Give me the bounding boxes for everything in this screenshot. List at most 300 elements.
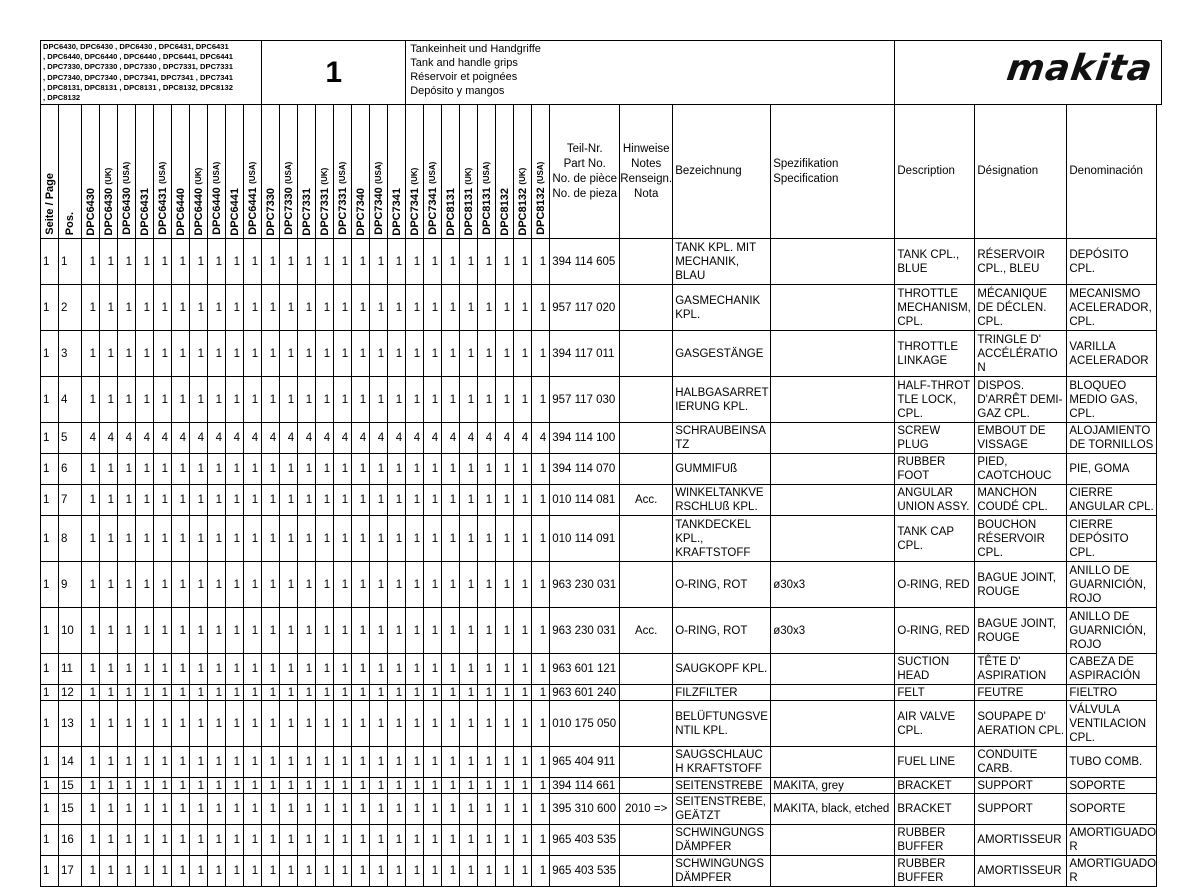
cell-qty: 1 bbox=[118, 856, 136, 887]
cell-qty: 1 bbox=[262, 778, 280, 794]
cell-qty: 1 bbox=[442, 747, 460, 778]
cell-qty: 1 bbox=[334, 331, 352, 377]
cell-qty: 4 bbox=[460, 423, 478, 454]
model-name: DPC7331 bbox=[300, 187, 313, 236]
cell-qty: 1 bbox=[136, 608, 154, 654]
cell-qty: 1 bbox=[172, 608, 190, 654]
cell-spezifikation bbox=[771, 516, 895, 562]
column-model-label bbox=[300, 188, 314, 236]
cell-qty: 1 bbox=[316, 794, 334, 825]
cell-qty: 1 bbox=[280, 454, 298, 485]
cell-qty: 1 bbox=[208, 377, 226, 423]
cell-qty: 1 bbox=[82, 608, 100, 654]
cell-qty: 1 bbox=[298, 685, 316, 701]
column-pos-label bbox=[63, 212, 77, 235]
cell-qty: 1 bbox=[136, 701, 154, 747]
cell-qty: 1 bbox=[280, 562, 298, 608]
cell-qty: 1 bbox=[82, 285, 100, 331]
cell-qty: 1 bbox=[244, 454, 262, 485]
cell-qty: 1 bbox=[370, 239, 388, 285]
cell-spezifikation bbox=[771, 331, 895, 377]
cell-qty: 1 bbox=[460, 747, 478, 778]
cell-qty: 1 bbox=[82, 685, 100, 701]
cell-qty: 1 bbox=[262, 794, 280, 825]
cell-qty: 1 bbox=[316, 701, 334, 747]
cell-qty: 1 bbox=[514, 685, 532, 701]
cell-qty: 1 bbox=[514, 516, 532, 562]
model-name: DPC6441 bbox=[246, 187, 259, 236]
cell-designation: EMBOUT DE VISSAGE bbox=[975, 423, 1067, 454]
cell-qty: 1 bbox=[496, 608, 514, 654]
cell-qty: 1 bbox=[496, 331, 514, 377]
cell-qty: 1 bbox=[208, 285, 226, 331]
model-variant: (USA) bbox=[535, 162, 545, 185]
cell-qty: 1 bbox=[478, 794, 496, 825]
cell-qty: 4 bbox=[496, 423, 514, 454]
cell-qty: 1 bbox=[514, 856, 532, 887]
parts-list-table bbox=[40, 40, 1162, 887]
cell-qty: 1 bbox=[100, 377, 118, 423]
cell-qty: 4 bbox=[136, 423, 154, 454]
cell-qty: 1 bbox=[334, 794, 352, 825]
cell-qty: 1 bbox=[334, 562, 352, 608]
cell-qty: 1 bbox=[532, 516, 550, 562]
cell-qty: 1 bbox=[334, 856, 352, 887]
model-name: DPC6431 bbox=[156, 187, 169, 236]
cell-qty: 1 bbox=[496, 516, 514, 562]
cell-pos: 15 bbox=[59, 778, 82, 794]
column-model bbox=[406, 105, 424, 239]
model-name: DPC6440 bbox=[174, 187, 187, 236]
model-line: , DPC7340, DPC7340 , DPC7341, DPC7341 , DPC7341 bbox=[43, 72, 233, 82]
cell-seite: 1 bbox=[41, 654, 59, 685]
cell-qty: 1 bbox=[334, 285, 352, 331]
column-model-label bbox=[318, 168, 332, 236]
cell-qty: 1 bbox=[172, 562, 190, 608]
cell-qty: 1 bbox=[496, 825, 514, 856]
cell-qty: 1 bbox=[280, 856, 298, 887]
cell-qty: 1 bbox=[190, 485, 208, 516]
cell-qty: 1 bbox=[496, 654, 514, 685]
cell-bezeichnung: SEITENSTREBE, GEÄTZT bbox=[673, 794, 771, 825]
column-model bbox=[226, 105, 244, 239]
cell-qty: 4 bbox=[118, 423, 136, 454]
cell-qty: 1 bbox=[334, 825, 352, 856]
column-model bbox=[154, 105, 172, 239]
cell-part-no: 394 114 661 bbox=[550, 778, 620, 794]
cell-qty: 1 bbox=[226, 685, 244, 701]
cell-qty: 1 bbox=[406, 516, 424, 562]
cell-seite: 1 bbox=[41, 778, 59, 794]
cell-qty: 1 bbox=[388, 608, 406, 654]
cell-qty: 1 bbox=[154, 516, 172, 562]
cell-part-no: 957 117 030 bbox=[550, 377, 620, 423]
cell-qty: 1 bbox=[262, 331, 280, 377]
cell-part-no: 395 310 600 bbox=[550, 794, 620, 825]
cell-hinweise: 2010 => bbox=[620, 794, 673, 825]
column-model-label bbox=[372, 162, 386, 235]
model-variant: (USA) bbox=[427, 162, 437, 185]
cell-designation: MANCHON COUDÉ CPL. bbox=[975, 485, 1067, 516]
cell-part-no: 394 114 070 bbox=[550, 454, 620, 485]
cell-qty: 1 bbox=[154, 747, 172, 778]
cell-part-no: 010 175 050 bbox=[550, 701, 620, 747]
cell-qty: 1 bbox=[460, 562, 478, 608]
cell-denominacion: ANILLO DE GUARNICIÓN, ROJO bbox=[1067, 562, 1157, 608]
model-name: DPC7331 bbox=[336, 187, 349, 236]
model-line: , DPC8132 bbox=[43, 93, 81, 103]
cell-qty: 1 bbox=[244, 747, 262, 778]
cell-qty: 1 bbox=[406, 825, 424, 856]
cell-qty: 1 bbox=[208, 516, 226, 562]
model-variant: (USA) bbox=[247, 162, 257, 185]
cell-qty: 1 bbox=[424, 778, 442, 794]
cell-qty: 1 bbox=[532, 239, 550, 285]
cell-designation: FEUTRE bbox=[975, 685, 1067, 701]
cell-part-no: 965 404 911 bbox=[550, 747, 620, 778]
cell-qty: 1 bbox=[244, 654, 262, 685]
cell-description: BRACKET bbox=[895, 794, 975, 825]
cell-qty: 1 bbox=[100, 485, 118, 516]
cell-qty: 1 bbox=[496, 562, 514, 608]
model-variant: (UK) bbox=[103, 167, 113, 185]
cell-qty: 1 bbox=[442, 239, 460, 285]
cell-qty: 1 bbox=[100, 454, 118, 485]
cell-qty: 1 bbox=[154, 377, 172, 423]
cell-qty: 1 bbox=[424, 516, 442, 562]
cell-qty: 1 bbox=[154, 239, 172, 285]
hinweise-header-line: Hinweise bbox=[622, 142, 670, 155]
cell-pos: 11 bbox=[59, 654, 82, 685]
cell-qty: 1 bbox=[532, 856, 550, 887]
cell-qty: 1 bbox=[190, 516, 208, 562]
cell-qty: 1 bbox=[190, 747, 208, 778]
cell-qty: 4 bbox=[262, 423, 280, 454]
column-model-label bbox=[336, 162, 350, 235]
column-model-label bbox=[354, 188, 368, 236]
cell-qty: 1 bbox=[388, 562, 406, 608]
cell-seite: 1 bbox=[41, 331, 59, 377]
cell-qty: 1 bbox=[262, 485, 280, 516]
cell-qty: 1 bbox=[244, 239, 262, 285]
cell-qty: 1 bbox=[334, 239, 352, 285]
cell-qty: 1 bbox=[190, 608, 208, 654]
cell-qty: 1 bbox=[460, 701, 478, 747]
model-name: DPC6441 bbox=[228, 187, 241, 236]
cell-qty: 1 bbox=[514, 377, 532, 423]
cell-qty: 1 bbox=[262, 608, 280, 654]
cell-qty: 1 bbox=[316, 331, 334, 377]
cell-qty: 1 bbox=[478, 516, 496, 562]
cell-qty: 1 bbox=[442, 794, 460, 825]
cell-part-no: 957 117 020 bbox=[550, 285, 620, 331]
cell-qty: 1 bbox=[478, 485, 496, 516]
cell-qty: 1 bbox=[460, 778, 478, 794]
cell-hinweise bbox=[620, 747, 673, 778]
cell-seite: 1 bbox=[41, 285, 59, 331]
cell-qty: 4 bbox=[280, 423, 298, 454]
cell-qty: 1 bbox=[136, 454, 154, 485]
cell-qty: 1 bbox=[154, 825, 172, 856]
cell-denominacion: BLOQUEO MEDIO GAS, CPL. bbox=[1067, 377, 1157, 423]
cell-qty: 1 bbox=[100, 825, 118, 856]
cell-qty: 1 bbox=[208, 562, 226, 608]
column-model bbox=[118, 105, 136, 239]
cell-qty: 1 bbox=[280, 747, 298, 778]
cell-qty: 1 bbox=[154, 701, 172, 747]
cell-qty: 1 bbox=[118, 454, 136, 485]
column-model bbox=[82, 105, 100, 239]
cell-denominacion: DEPÓSITO CPL. bbox=[1067, 239, 1157, 285]
cell-qty: 1 bbox=[298, 701, 316, 747]
cell-seite: 1 bbox=[41, 856, 59, 887]
cell-designation: BOUCHON RÉSERVOIR CPL. bbox=[975, 516, 1067, 562]
section-title-fr: Réservoir et poignées bbox=[410, 71, 518, 83]
cell-designation: SOUPAPE D' AERATION CPL. bbox=[975, 701, 1067, 747]
cell-seite: 1 bbox=[41, 423, 59, 454]
cell-bezeichnung: GASGESTÄNGE bbox=[673, 331, 771, 377]
cell-designation: AMORTISSEUR bbox=[975, 825, 1067, 856]
cell-qty: 1 bbox=[82, 454, 100, 485]
table-row bbox=[41, 516, 1162, 562]
cell-denominacion: PIE, GOMA bbox=[1067, 454, 1157, 485]
cell-qty: 1 bbox=[244, 331, 262, 377]
cell-qty: 1 bbox=[262, 285, 280, 331]
cell-qty: 1 bbox=[280, 239, 298, 285]
cell-qty: 1 bbox=[460, 485, 478, 516]
cell-qty: 1 bbox=[388, 747, 406, 778]
cell-qty: 4 bbox=[442, 423, 460, 454]
cell-qty: 1 bbox=[442, 285, 460, 331]
cell-qty: 1 bbox=[280, 825, 298, 856]
cell-pos: 17 bbox=[59, 856, 82, 887]
column-model-label bbox=[390, 188, 404, 236]
cell-qty: 1 bbox=[370, 608, 388, 654]
column-model bbox=[316, 105, 334, 239]
cell-part-no: 394 117 011 bbox=[550, 331, 620, 377]
cell-qty: 1 bbox=[172, 454, 190, 485]
cell-qty: 1 bbox=[154, 685, 172, 701]
cell-qty: 1 bbox=[226, 747, 244, 778]
cell-qty: 1 bbox=[172, 856, 190, 887]
cell-qty: 1 bbox=[280, 485, 298, 516]
cell-hinweise bbox=[620, 239, 673, 285]
cell-hinweise bbox=[620, 285, 673, 331]
part-no-header-line: Teil-Nr. bbox=[566, 142, 603, 155]
cell-qty: 1 bbox=[280, 654, 298, 685]
cell-qty: 1 bbox=[334, 516, 352, 562]
cell-part-no: 963 230 031 bbox=[550, 608, 620, 654]
column-model-label bbox=[282, 162, 296, 235]
spez-header-line: Specification bbox=[773, 172, 839, 185]
cell-qty: 1 bbox=[334, 747, 352, 778]
cell-qty: 1 bbox=[100, 794, 118, 825]
cell-qty: 1 bbox=[388, 331, 406, 377]
cell-part-no: 963 230 031 bbox=[550, 562, 620, 608]
model-variant: (USA) bbox=[283, 162, 293, 185]
cell-pos: 7 bbox=[59, 485, 82, 516]
model-name: DPC8132 bbox=[534, 187, 547, 236]
cell-denominacion: VARILLA ACELERADOR bbox=[1067, 331, 1157, 377]
cell-qty: 1 bbox=[82, 562, 100, 608]
cell-part-no: 963 601 121 bbox=[550, 654, 620, 685]
cell-spezifikation bbox=[771, 285, 895, 331]
cell-qty: 1 bbox=[406, 747, 424, 778]
cell-qty: 1 bbox=[532, 331, 550, 377]
cell-qty: 1 bbox=[388, 778, 406, 794]
table-row bbox=[41, 562, 1162, 608]
cell-qty: 1 bbox=[190, 562, 208, 608]
model-list bbox=[41, 41, 262, 105]
column-model bbox=[208, 105, 226, 239]
cell-qty: 1 bbox=[514, 794, 532, 825]
model-variant: (UK) bbox=[463, 167, 473, 185]
cell-part-no: 965 403 535 bbox=[550, 825, 620, 856]
cell-qty: 1 bbox=[424, 747, 442, 778]
cell-qty: 1 bbox=[226, 331, 244, 377]
cell-description: RUBBER FOOT bbox=[895, 454, 975, 485]
cell-qty: 1 bbox=[298, 825, 316, 856]
cell-qty: 1 bbox=[136, 856, 154, 887]
spez-header-line: Spezifikation bbox=[773, 157, 839, 170]
cell-qty: 1 bbox=[478, 239, 496, 285]
cell-qty: 1 bbox=[208, 856, 226, 887]
cell-denominacion: MECANISMO ACELERADOR, CPL. bbox=[1067, 285, 1157, 331]
cell-qty: 1 bbox=[262, 825, 280, 856]
cell-qty: 1 bbox=[388, 701, 406, 747]
cell-description: RUBBER BUFFER bbox=[895, 856, 975, 887]
cell-qty: 1 bbox=[226, 285, 244, 331]
column-model bbox=[244, 105, 262, 239]
cell-qty: 1 bbox=[172, 331, 190, 377]
cell-qty: 1 bbox=[352, 747, 370, 778]
model-line: , DPC7330, DPC7330 , DPC7330 , DPC7331, DPC7331 bbox=[43, 62, 233, 72]
cell-qty: 1 bbox=[208, 685, 226, 701]
cell-qty: 1 bbox=[442, 608, 460, 654]
cell-seite: 1 bbox=[41, 485, 59, 516]
cell-qty: 1 bbox=[298, 454, 316, 485]
model-variant: (USA) bbox=[481, 162, 491, 185]
cell-qty: 1 bbox=[244, 377, 262, 423]
cell-qty: 1 bbox=[190, 794, 208, 825]
cell-qty: 1 bbox=[316, 654, 334, 685]
cell-seite: 1 bbox=[41, 794, 59, 825]
cell-bezeichnung: HALBGASARRET IERUNG KPL. bbox=[673, 377, 771, 423]
model-variant: (USA) bbox=[121, 162, 131, 185]
cell-qty: 1 bbox=[388, 485, 406, 516]
cell-qty: 1 bbox=[298, 485, 316, 516]
cell-qty: 1 bbox=[172, 377, 190, 423]
cell-qty: 1 bbox=[406, 562, 424, 608]
cell-designation: BAGUE JOINT, ROUGE bbox=[975, 562, 1067, 608]
table-row bbox=[41, 794, 1162, 825]
cell-qty: 1 bbox=[478, 701, 496, 747]
cell-qty: 1 bbox=[136, 285, 154, 331]
cell-description: HALF-THROT TLE LOCK, CPL. bbox=[895, 377, 975, 423]
cell-qty: 1 bbox=[226, 454, 244, 485]
cell-qty: 1 bbox=[370, 562, 388, 608]
column-model bbox=[298, 105, 316, 239]
cell-qty: 1 bbox=[136, 794, 154, 825]
cell-pos: 3 bbox=[59, 331, 82, 377]
cell-qty: 1 bbox=[478, 377, 496, 423]
cell-qty: 1 bbox=[514, 778, 532, 794]
column-pos bbox=[59, 105, 82, 239]
cell-hinweise: Acc. bbox=[620, 608, 673, 654]
cell-qty: 1 bbox=[460, 331, 478, 377]
cell-description: O-RING, RED bbox=[895, 562, 975, 608]
cell-qty: 1 bbox=[496, 701, 514, 747]
cell-qty: 1 bbox=[514, 562, 532, 608]
cell-qty: 1 bbox=[496, 485, 514, 516]
table-row bbox=[41, 747, 1162, 778]
cell-qty: 4 bbox=[208, 423, 226, 454]
cell-qty: 1 bbox=[118, 285, 136, 331]
cell-qty: 1 bbox=[352, 285, 370, 331]
column-designation: Désignation bbox=[975, 105, 1067, 239]
brand-logo bbox=[895, 41, 1162, 105]
cell-qty: 1 bbox=[406, 654, 424, 685]
cell-qty: 1 bbox=[370, 778, 388, 794]
model-name: DPC7340 bbox=[354, 187, 367, 236]
cell-qty: 1 bbox=[352, 685, 370, 701]
cell-qty: 1 bbox=[208, 654, 226, 685]
cell-bezeichnung: SAUGKOPF KPL. bbox=[673, 654, 771, 685]
model-name: DPC6430 bbox=[84, 187, 97, 236]
model-name: Pos. bbox=[64, 211, 76, 236]
column-model-label bbox=[462, 168, 476, 236]
cell-qty: 1 bbox=[388, 654, 406, 685]
cell-part-no: 394 114 605 bbox=[550, 239, 620, 285]
cell-qty: 1 bbox=[532, 778, 550, 794]
cell-qty: 1 bbox=[460, 239, 478, 285]
cell-description: SCREW PLUG bbox=[895, 423, 975, 454]
cell-qty: 1 bbox=[532, 685, 550, 701]
cell-hinweise: Acc. bbox=[620, 485, 673, 516]
column-model bbox=[100, 105, 118, 239]
cell-qty: 1 bbox=[532, 794, 550, 825]
model-name: DPC7331 bbox=[318, 187, 331, 236]
cell-spezifikation bbox=[771, 685, 895, 701]
cell-qty: 1 bbox=[460, 377, 478, 423]
cell-qty: 1 bbox=[298, 331, 316, 377]
cell-designation: BAGUE JOINT, ROUGE bbox=[975, 608, 1067, 654]
cell-qty: 1 bbox=[280, 285, 298, 331]
cell-seite: 1 bbox=[41, 377, 59, 423]
column-model bbox=[136, 105, 154, 239]
cell-qty: 4 bbox=[388, 423, 406, 454]
cell-qty: 1 bbox=[514, 485, 532, 516]
cell-qty: 1 bbox=[136, 516, 154, 562]
cell-qty: 1 bbox=[424, 239, 442, 285]
cell-qty: 1 bbox=[514, 239, 532, 285]
cell-qty: 1 bbox=[298, 747, 316, 778]
cell-qty: 1 bbox=[532, 654, 550, 685]
cell-qty: 1 bbox=[442, 377, 460, 423]
cell-description: O-RING, RED bbox=[895, 608, 975, 654]
cell-description: TANK CAP CPL. bbox=[895, 516, 975, 562]
hinweise-header-line: Nota bbox=[634, 187, 659, 200]
cell-qty: 1 bbox=[316, 856, 334, 887]
cell-qty: 1 bbox=[532, 377, 550, 423]
cell-qty: 1 bbox=[460, 825, 478, 856]
cell-pos: 2 bbox=[59, 285, 82, 331]
cell-qty: 4 bbox=[406, 423, 424, 454]
cell-qty: 1 bbox=[370, 685, 388, 701]
cell-qty: 1 bbox=[262, 562, 280, 608]
table-row bbox=[41, 377, 1162, 423]
cell-qty: 1 bbox=[82, 856, 100, 887]
